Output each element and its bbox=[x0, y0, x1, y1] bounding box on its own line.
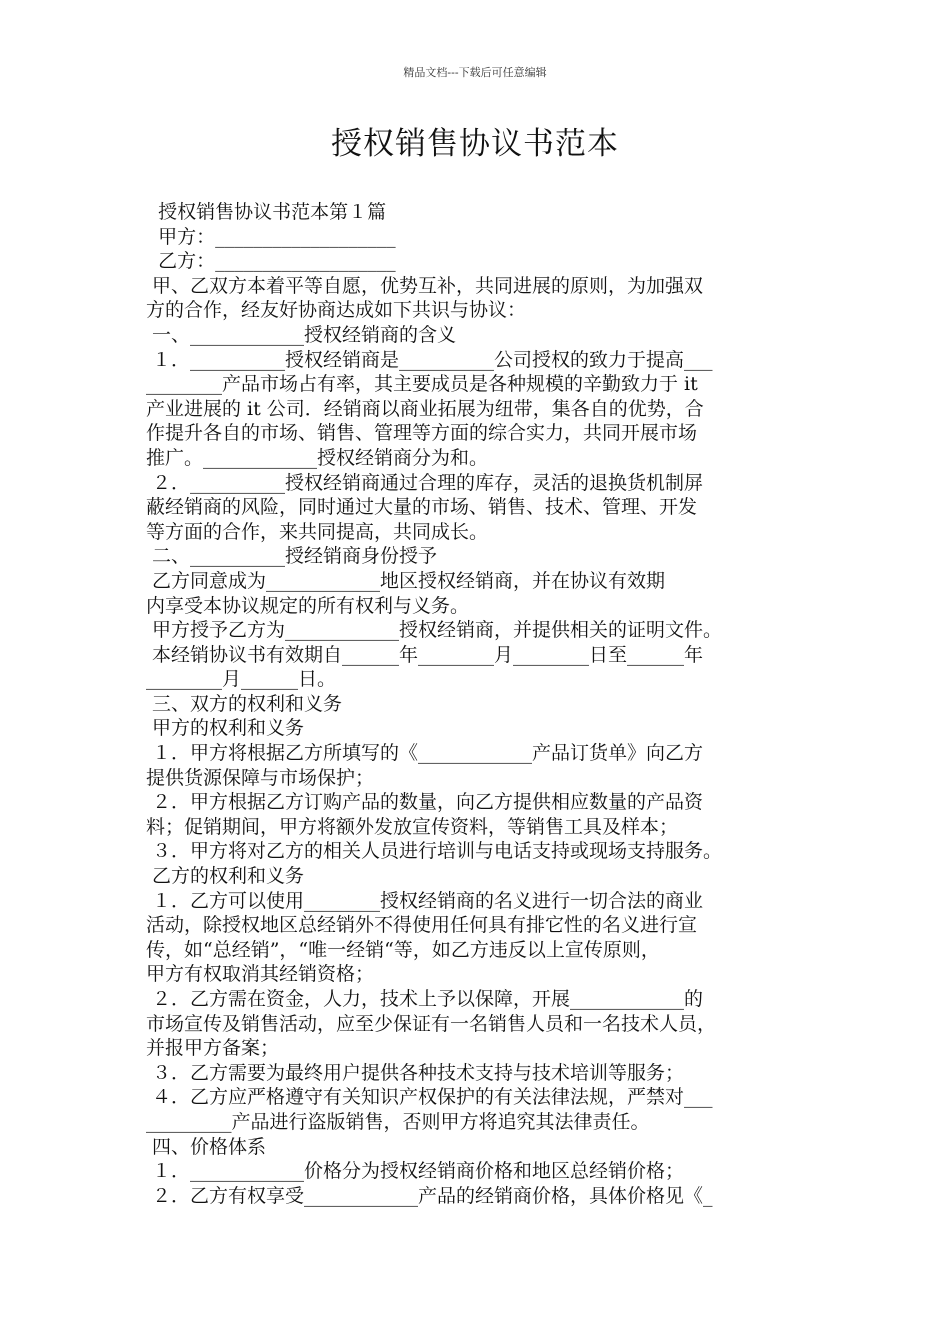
text-line: １．乙方可以使用________授权经销商的名义进行一切合法的商业 bbox=[146, 889, 704, 912]
text-line: 等方面的合作，来共同提高，共同成长。 bbox=[146, 520, 489, 543]
text-line: 授权销售协议书范本第１篇 bbox=[146, 201, 387, 223]
document-body bbox=[146, 200, 816, 1208]
text-line: 提供货源保障与市场保护； bbox=[146, 766, 375, 789]
text-line: ２．甲方根据乙方订购产品的数量，向乙方提供相应数量的产品资 bbox=[146, 791, 704, 814]
page-header-note: 精品文档---下载后可任意编辑 bbox=[403, 66, 547, 79]
text-line: 甲方的权利和义务 bbox=[146, 717, 305, 740]
text-line: ________产品市场占有率，其主要成员是各种规模的辛勤致力于 it bbox=[146, 373, 698, 396]
text-line: 料；促销期间，甲方将额外发放宣传资料，等销售工具及样本； bbox=[146, 815, 679, 838]
text-line: ２．__________授权经销商通过合理的库存，灵活的退换货机制屏 bbox=[146, 471, 704, 494]
text-line: ３．甲方将对乙方的相关人员进行培训与电话支持或现场支持服务。 bbox=[146, 840, 723, 863]
text-line: 市场宣传及销售活动，应至少保证有一名销售人员和一名技术人员， bbox=[146, 1012, 717, 1035]
text-line: 并报甲方备案； bbox=[146, 1037, 280, 1060]
text-line: 本经销协议书有效期自______年________月________日至______年 bbox=[146, 643, 704, 666]
text-line: 蔽经销商的风险，同时通过大量的市场、销售、技术、管理、开发 bbox=[146, 496, 698, 519]
text-line: _________产品进行盗版销售，否则甲方将追究其法律责任。 bbox=[146, 1110, 650, 1133]
text-line: ２．乙方有权享受____________产品的经销商价格，具体价格见《_ bbox=[146, 1184, 713, 1207]
text-line: 三、双方的权利和义务 bbox=[146, 692, 343, 715]
text-line: 四、价格体系 bbox=[146, 1135, 267, 1158]
text-line: １．甲方将根据乙方所填写的《____________产品订货单》向乙方 bbox=[146, 742, 704, 765]
text-line: 活动，除授权地区总经销外不得使用任何具有排它性的名义进行宣 bbox=[146, 914, 698, 937]
text-line: ３．乙方需要为最终用户提供各种技术支持与技术培训等服务； bbox=[146, 1061, 685, 1084]
text-line: 产业进展的 it 公司．经销商以商业拓展为纽带，集各自的优势，合 bbox=[146, 397, 704, 420]
text-line: 甲方有权取消其经销资格； bbox=[146, 963, 375, 986]
text-line: 方的合作，经友好协商达成如下共识与协议： bbox=[146, 299, 527, 322]
document-title: 授权销售协议书范本 bbox=[331, 126, 619, 162]
text-line: ４．乙方应严格遵守有关知识产权保护的有关法律法规，严禁对___ bbox=[146, 1086, 713, 1109]
text-line: 甲方授予乙方为____________授权经销商，并提供相关的证明文件。 bbox=[146, 619, 723, 642]
text-line: 二、__________授经销商身份授予 bbox=[146, 545, 438, 568]
text-line: ２．乙方需在资金，人力，技术上予以保障，开展____________的 bbox=[146, 988, 704, 1010]
text-line: １．____________价格分为授权经销商价格和地区总经销价格； bbox=[146, 1160, 685, 1183]
text-line: 甲方：___________________ bbox=[146, 225, 396, 248]
text-line: 传，如“总经销”，“唯一经销“等，如乙方违反以上宣传原则， bbox=[146, 938, 660, 961]
text-line: ________月______日。 bbox=[146, 668, 337, 691]
text-line: 甲、乙双方本着平等自愿，优势互补，共同进展的原则，为加强双 bbox=[146, 274, 704, 297]
text-line: 乙方：___________________ bbox=[146, 250, 396, 273]
text-line: １．__________授权经销商是__________公司授权的致力于提高___ bbox=[146, 348, 713, 371]
text-line: 内享受本协议规定的所有权利与义务。 bbox=[146, 594, 470, 617]
text-line: 作提升各自的市场、销售、管理等方面的综合实力，共同开展市场 bbox=[146, 422, 698, 445]
text-line: 一、____________授权经销商的含义 bbox=[146, 323, 457, 346]
text-line: 乙方同意成为____________地区授权经销商，并在协议有效期 bbox=[146, 569, 666, 592]
text-line: 乙方的权利和义务 bbox=[146, 865, 305, 888]
text-line: 推广。____________授权经销商分为和。 bbox=[146, 446, 489, 469]
